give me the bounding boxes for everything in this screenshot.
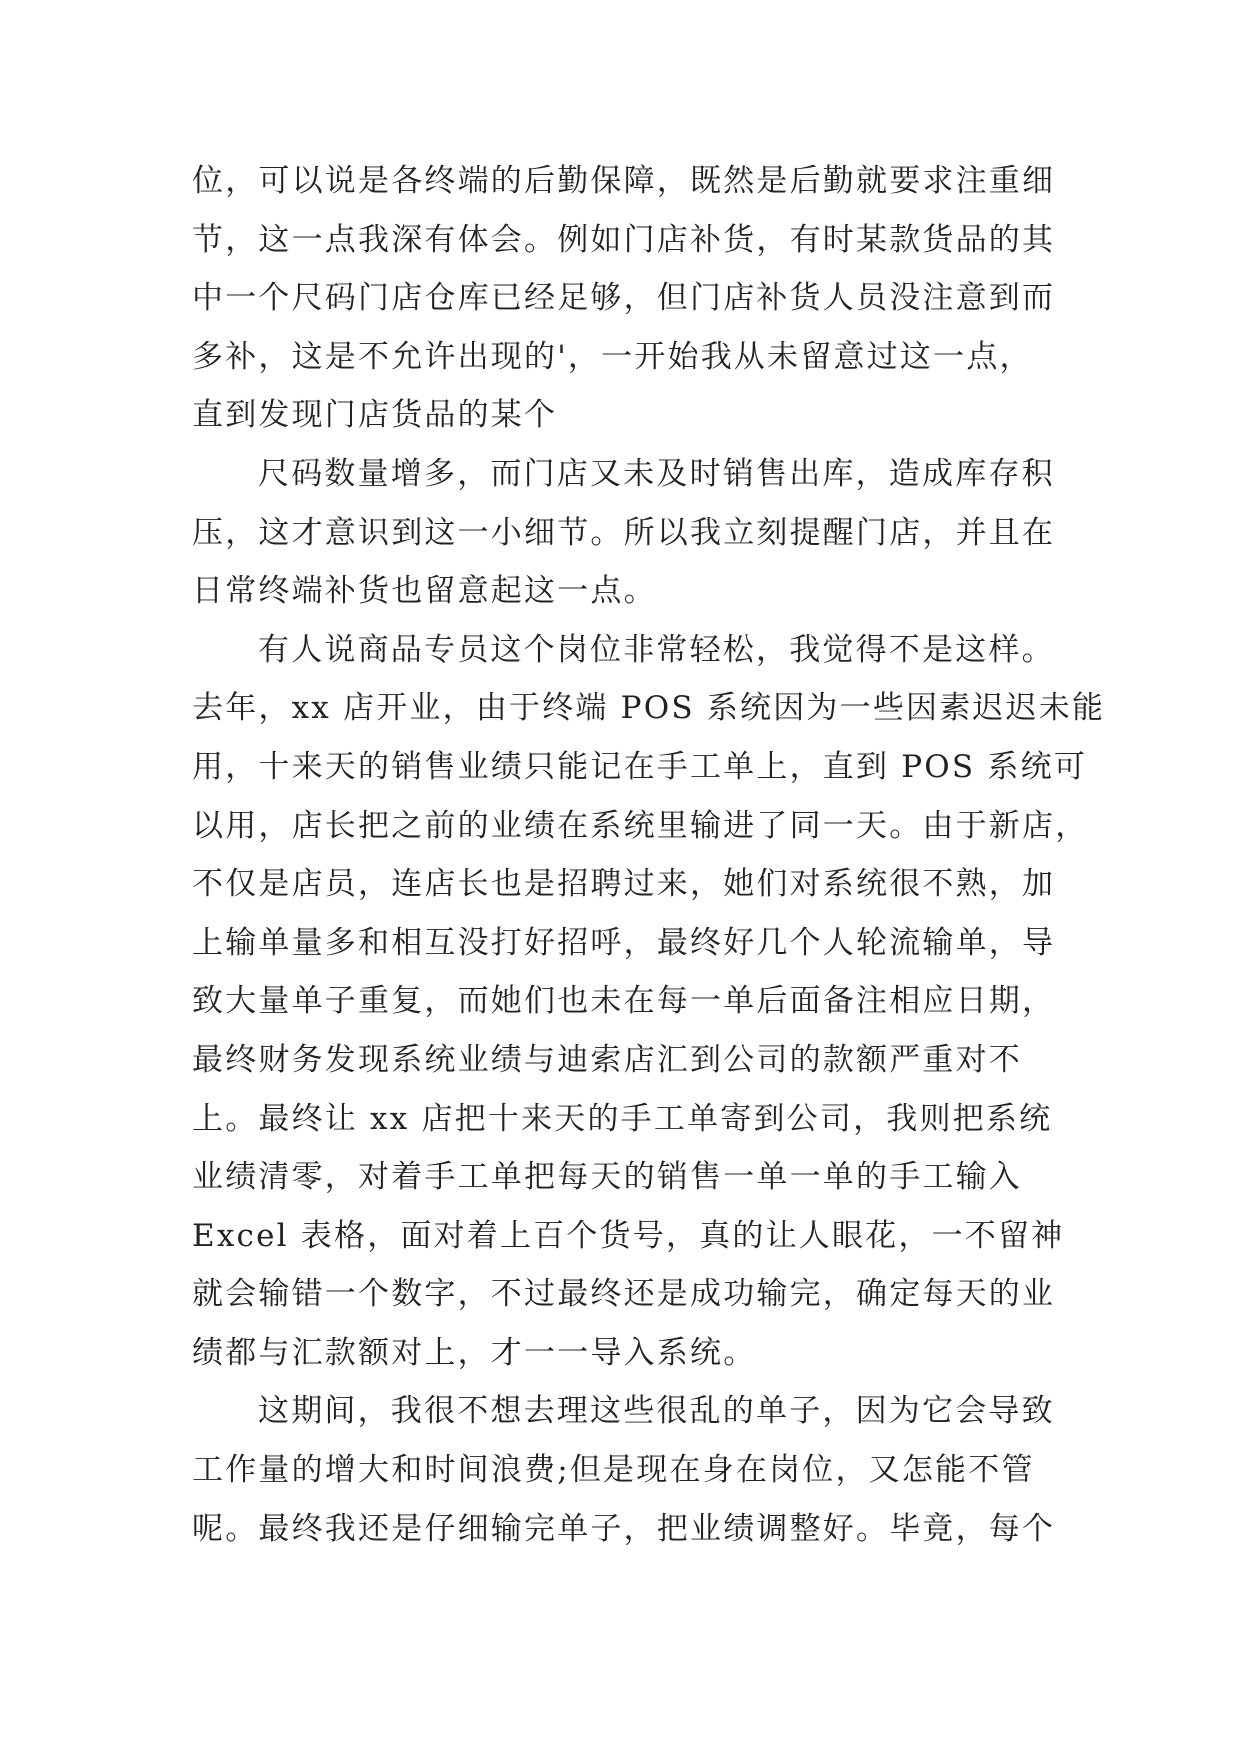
paragraph-4 bbox=[192, 1382, 1072, 1558]
text-line: 绩都与汇款额对上，才一一导入系统。 bbox=[192, 1334, 757, 1371]
text-line: 有人说商品专员这个岗位非常轻松，我觉得不是这样。 bbox=[258, 631, 1055, 668]
text-line: 致大量单子重复，而她们也未在每一单后面备注相应日期， bbox=[192, 983, 1056, 1020]
paragraph-3 bbox=[192, 621, 1106, 1383]
text-line: 上输单量多和相互没打好招呼，最终好几个人轮流输单，导 bbox=[192, 924, 1056, 961]
text-line: 去年，xx 店开业，由于终端 POS 系统因为一些因素迟迟未能 bbox=[192, 690, 1106, 727]
text-line: 尺码数量增多，而门店又未及时销售出库，造成库存积 bbox=[258, 455, 1055, 492]
text-line: 就会输错一个数字，不过最终还是成功输完，确定每天的业 bbox=[192, 1276, 1056, 1313]
text-line: 工作量的增大和时间浪费;但是现在身在岗位，又怎能不管 bbox=[192, 1452, 1035, 1489]
text-line: 位，可以说是各终端的后勤保障，既然是后勤就要求注重细 bbox=[192, 163, 1056, 199]
paragraph-2 bbox=[192, 445, 1072, 621]
text-line: 不仅是店员，连店长也是招聘过来，她们对系统很不熟，加 bbox=[192, 866, 1056, 903]
text-line: 这期间，我很不想去理这些很乱的单子，因为它会导致 bbox=[258, 1393, 1055, 1430]
text-line: 业绩清零，对着手工单把每天的销售一单一单的手工输入 bbox=[192, 1159, 1022, 1196]
text-line: 多补，这是不允许出现的'，一开始我从未留意过这一点， bbox=[192, 338, 1033, 375]
document-body bbox=[192, 152, 1106, 1558]
text-line: 直到发现门店货品的某个 bbox=[192, 397, 558, 434]
text-line: 用，十来天的销售业绩只能记在手工单上，直到 POS 系统可 bbox=[192, 748, 1088, 785]
text-line: 以用，店长把之前的业绩在系统里输进了同一天。由于新店， bbox=[192, 807, 1089, 844]
text-line: 压，这才意识到这一小细节。所以我立刻提醒门店，并且在 bbox=[192, 514, 1056, 551]
text-line: 呢。最终我还是仔细输完单子，把业绩调整好。毕竟，每个 bbox=[192, 1510, 1056, 1547]
text-line: 节，这一点我深有体会。例如门店补货，有时某款货品的其 bbox=[192, 221, 1056, 258]
text-line: 最终财务发现系统业绩与迪索店汇到公司的款额严重对不 bbox=[192, 1041, 1022, 1078]
text-line: 上。最终让 xx 店把十来天的手工单寄到公司，我则把系统 bbox=[192, 1100, 1053, 1137]
text-line: 中一个尺码门店仓库已经足够，但门店补货人员没注意到而 bbox=[192, 280, 1056, 317]
paragraph-1 bbox=[192, 152, 1072, 445]
text-line: 日常终端补货也留意起这一点。 bbox=[192, 573, 657, 610]
text-line: Excel 表格，面对着上百个货号，真的让人眼花，一不留神 bbox=[192, 1217, 1065, 1254]
